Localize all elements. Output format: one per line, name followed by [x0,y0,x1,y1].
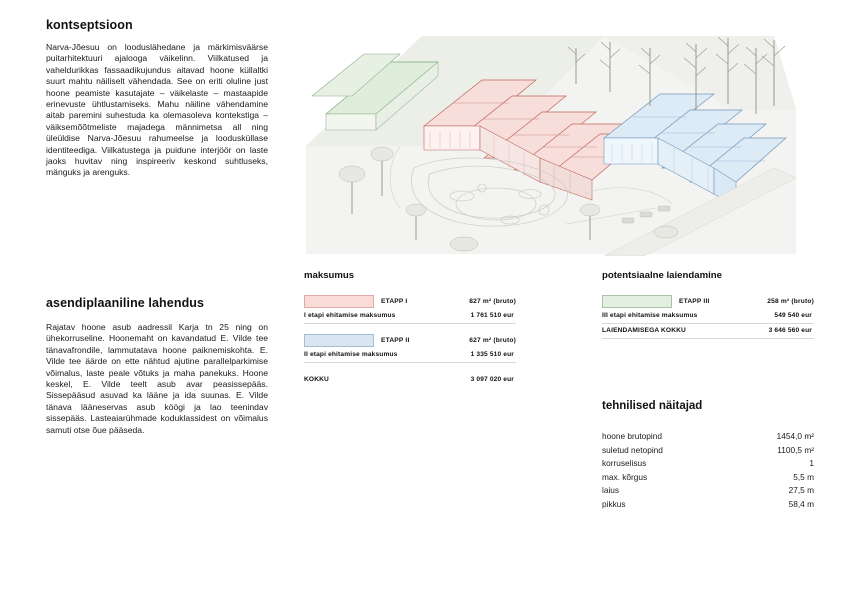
expansion-row-value-1: 549 540 eur [774,312,812,319]
tech-row-gross-area [602,430,814,444]
expansion-row-value-total: 3 646 560 eur [768,327,812,334]
tech-key-net-area: suletud netopind [602,444,663,455]
tech-value-floors: 1 [809,458,814,469]
tech-key-width: laius [602,485,620,496]
swatch-etapp-3 [602,295,672,308]
cost-row-key-1: I etapi ehitamise maksumus [304,312,396,319]
cost-legend-etapp-2 [304,334,516,346]
expansion-row-key-1: III etapi ehitamise maksumus [602,312,698,319]
cost-row-value-total: 3 097 020 eur [470,376,514,383]
technical-data-section [602,400,814,512]
expansion-legend-value-3: 258 m² (bruto) [767,297,814,305]
expansion-section [602,270,814,339]
cost-row-key-total: KOKKU [304,376,329,383]
tech-row-net-area [602,444,814,458]
cost-legend-value-2: 627 m² (bruto) [469,336,516,344]
tech-row-width [602,484,814,498]
cost-legend-label-1: ETAPP I [381,297,408,305]
tech-value-length: 58,4 m [788,498,814,509]
tech-row-floors [602,457,814,471]
concept-section [46,18,268,179]
cost-legend-value-1: 827 m² (bruto) [469,297,516,305]
site-plan-section [46,296,268,436]
tech-value-width: 27,5 m [788,485,814,496]
expansion-title: potentsiaalne laiendamine [602,270,722,281]
tech-value-net-area: 1100,5 m² [777,444,814,455]
expansion-legend-label-3: ETAPP III [679,297,710,305]
axonometric-render [304,18,798,256]
tech-key-max-height: max. kõrgus [602,471,648,482]
site-plan-title: asendiplaaniline lahendus [46,296,205,310]
cost-row-2 [304,348,516,363]
swatch-etapp-2 [304,334,374,347]
site-plan-text: Rajatav hoone asub aadressil Karja tn 25 ning on ühekorruseline. Hoonemaht on kavandatud E. Vilde tee tänavafrondile, lammutatava hoone paiknemiskohta. E. Vilde tee äärde on ette nähtud ajutine parallelparkimise võimalus, laste peale võtuks ja maha panekuks. Hoone keskel, E. Vilde teelt asub avar peasissepääs. Sissepääsud asuvad ka lääne ja ida suunas. E. Vilde tänava lääneservas asub köögi ja lao teenindav sissepääs. Lasteaiarühmade koduklassidest on võimalus samuti otse õue pääseda. [46,322,268,435]
cost-row-1 [304,309,516,324]
tech-value-gross-area: 1454,0 m² [776,431,814,441]
concept-title: kontseptsioon [46,18,133,32]
expansion-row-key-total: LAIENDAMISEGA KOKKU [602,327,686,334]
cost-section [304,270,516,387]
cost-legend-etapp-1 [304,295,516,307]
cost-legend-label-2: ETAPP II [381,336,410,344]
tech-key-floors: korruselisus [602,458,647,469]
cost-row-value-2: 1 335 510 eur [470,351,514,358]
cost-title: maksumus [304,270,355,281]
cost-row-value-1: 1 761 510 eur [470,312,514,319]
tech-key-gross-area: hoone brutopind [602,431,662,441]
expansion-row-total [602,324,814,339]
cost-row-key-2: II etapi ehitamise maksumus [304,351,398,358]
tech-row-length [602,498,814,512]
tech-value-max-height: 5,5 m [793,471,814,482]
tech-row-max-height [602,471,814,485]
tech-key-length: pikkus [602,498,626,509]
expansion-legend-etapp-3 [602,295,814,307]
concept-text: Narva-Jõesuu on looduslähedane ja märkimisväärse puitarhitektuuri ajalooga väikelinn. Viilkatused ja vaheldurikkas fassaadikujundus aitavad hoone küllaltki suurt mahtu näiliselt vähendada. See on eriti oluline just hoone peamiste kasutajate – väikelaste – mastaapide erinevuste ühtlustamiseks. Mahu näiline vähendamine aitab paremini suhestuda ka olemasoleva kontekstiga – väiksemõõtmeliste majadega männimetsa all ning üleüldise Narva-Jõesuu rahumeelse ja loodusküllase identiteediga. Viilkatustega ja puidune interjöör on laste jaoks huvitav ning inspireeriv keskond suhtluseks, mänguks ja arenguks. [46,42,268,178]
technical-data-title: tehnilised näitajad [602,400,703,412]
cost-row-total [304,373,516,387]
swatch-etapp-1 [304,295,374,308]
expansion-row-1 [602,309,814,324]
